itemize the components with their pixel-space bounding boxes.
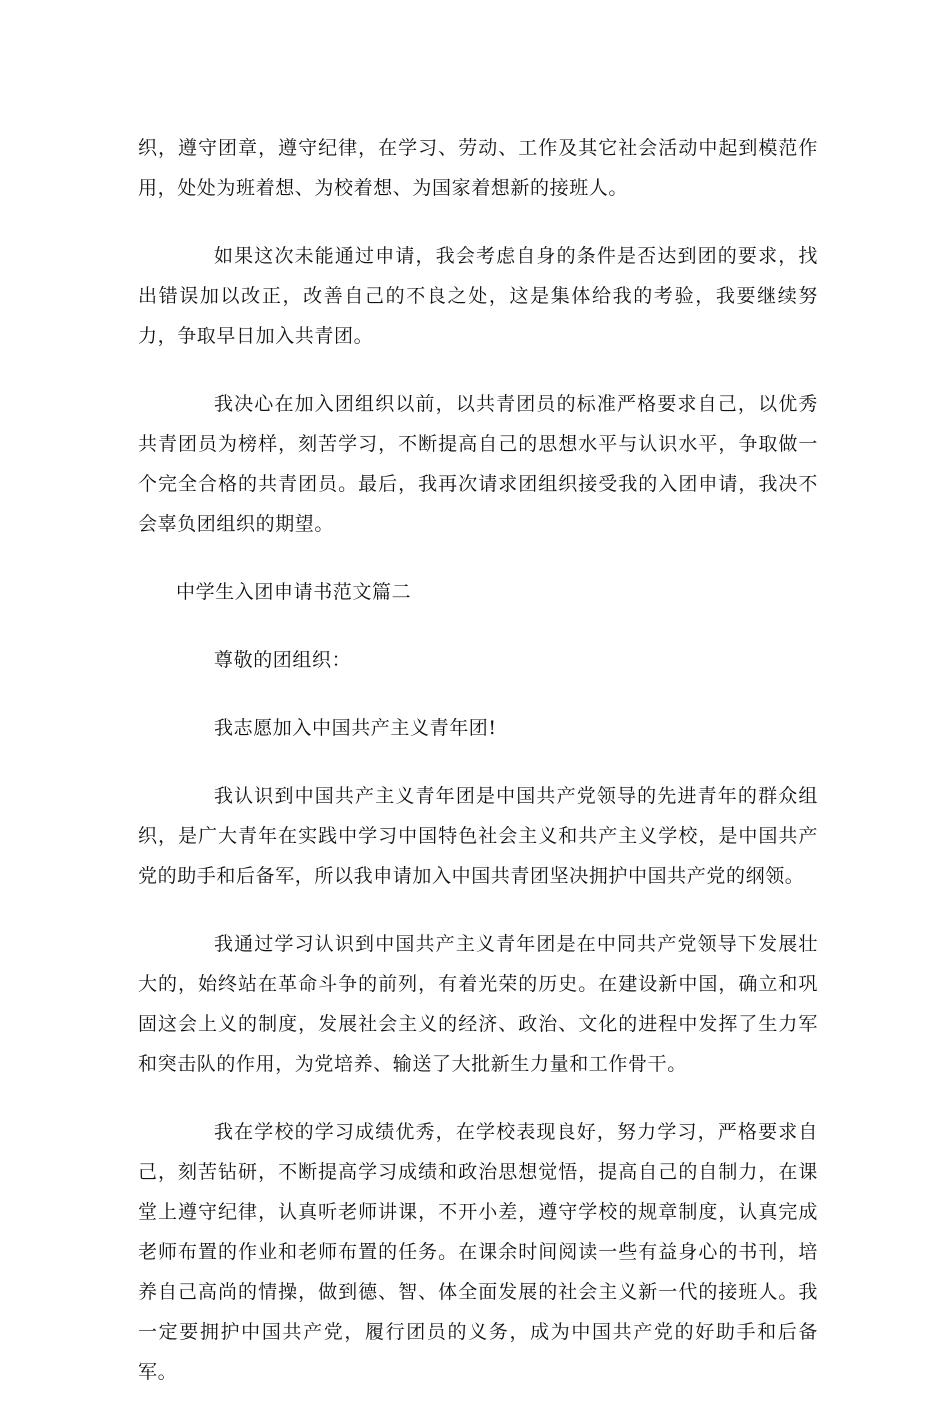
paragraph-continuation: 织，遵守团章，遵守纪律，在学习、劳动、工作及其它社会活动中起到模范作用，处处为班着想、为校着想、为国家着想新的接班人。 [138,137,818,199]
paragraph-understanding: 我认识到中国共产主义青年团是中国共产党领导的先进青年的群众组织，是广大青年在实践中学习中国特色社会主义和共产主义学校，是中国共产党的助手和后备军，所以我申请加入中国共青团坚决拥护中国共产党的纲领。 [138,785,818,887]
paragraph-school-performance: 我在学校的学习成绩优秀，在学校表现良好，努力学习，严格要求自己，刻苦钻研，不断提高学习成绩和政治思想觉悟，提高自己的自制力，在课堂上遵守纪律，认真听老师讲课，不开小差，遵守学校的规章制度，认真完成老师布置的作业和老师布置的任务。在课余时间阅读一些有益身心的书刊，培养自己高尚的情操，做到德、智、体全面发展的社会主义新一代的接班人。我一定要拥护中国共产党，履行团员的义务，成为中国共产党的好助手和后备军。 [138,1121,818,1383]
paragraph-determination: 我决心在加入团组织以前，以共青团员的标准严格要求自己，以优秀共青团员为榜样，刻苦学习，不断提高自己的思想水平与认识水平，争取做一个完全合格的共青团员。最后，我再次请求团组织接受我的入团申请，我决不会辜负团组织的期望。 [138,393,818,535]
paragraph-if-not-approved: 如果这次未能通过申请，我会考虑自身的条件是否达到团的要求，找出错误加以改正，改善自己的不良之处，这是集体给我的考验，我要继续努力，争取早日加入共青团。 [138,245,818,347]
salutation: 尊敬的团组织： [214,649,352,671]
document-page [138,128,818,1420]
opening-statement: 我志愿加入中国共产主义青年团! [214,717,497,739]
paragraph-history: 我通过学习认识到中国共产主义青年团是在中同共产党领导下发展壮大的，始终站在革命斗争的前列，有着光荣的历史。在建设新中国，确立和巩固这会上义的制度，发展社会主义的经济、政治、文化的进程中发挥了生力军和突击队的作用，为党培养、输送了大批新生力量和工作骨干。 [138,933,818,1075]
section-title: 中学生入团申请书范文篇二 [176,581,412,603]
